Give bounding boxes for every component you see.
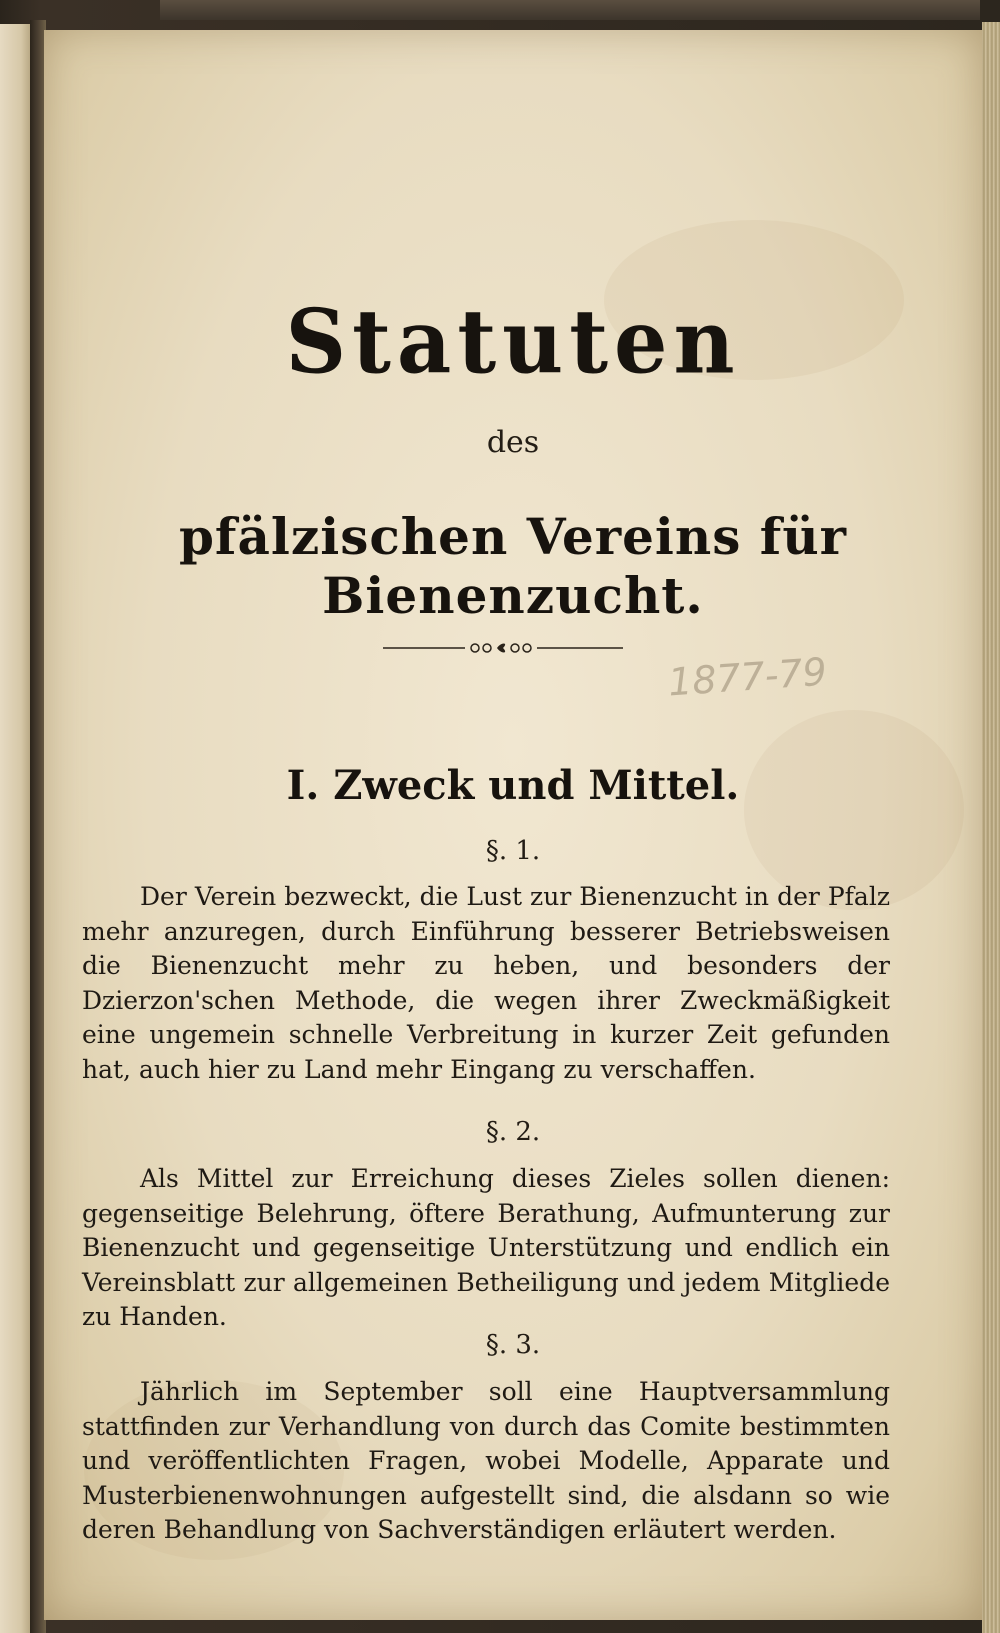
paragraph-mark: §. 2. (485, 1117, 541, 1147)
paragraph-text: Als Mittel zur Erreichung dieses Zieles sollen dienen: gegenseitige Belehrung, öftere Berathung, Aufmunterung zur Bienenzucht und gegenseitige Unterstützung und endlich ein Vereinsblatt zur allgemeinen Betheiligung und jedem Mitgliede zu Handen. (82, 1164, 890, 1331)
title-preposition: des (486, 425, 540, 460)
facing-page-edge (0, 24, 30, 1633)
ornament-divider (383, 640, 623, 656)
book-top-edge (160, 0, 980, 20)
paragraph-text: Jährlich im September soll eine Hauptversammlung stattfinden zur Verhandlung von durch das Comite bestimmten und veröffentlichten Fragen, wobei Modelle, Apparate und Musterbienenwohnungen aufgestellt sind, die alsdann so wie deren Behandlung von Sachverständigen erläutert werden. (82, 1377, 890, 1544)
page-stack-edge (982, 22, 1000, 1633)
pencil-annotation: 1877-79 (666, 649, 829, 705)
paragraph-text: Der Verein bezweckt, die Lust zur Bienenzucht in der Pfalz mehr anzuregen, durch Einführung besserer Betriebsweisen die Bienenzucht mehr zu heben, und besonders der Dzierzon'schen Methode, die wegen ihrer Zweckmäßigkeit eine ungemein schnelle Verbreitung in kurzer Zeit gefunden hat, auch hier zu Land mehr Eingang zu verschaffen. (82, 882, 890, 1084)
paragraph-mark: §. 1. (485, 836, 541, 866)
document-subtitle: pfälzischen Vereins für Bienenzucht. (178, 507, 848, 625)
section-heading: I. Zweck und Mittel. (286, 762, 740, 809)
document-title: Statuten (285, 289, 741, 394)
paragraph-mark: §. 3. (485, 1330, 541, 1360)
